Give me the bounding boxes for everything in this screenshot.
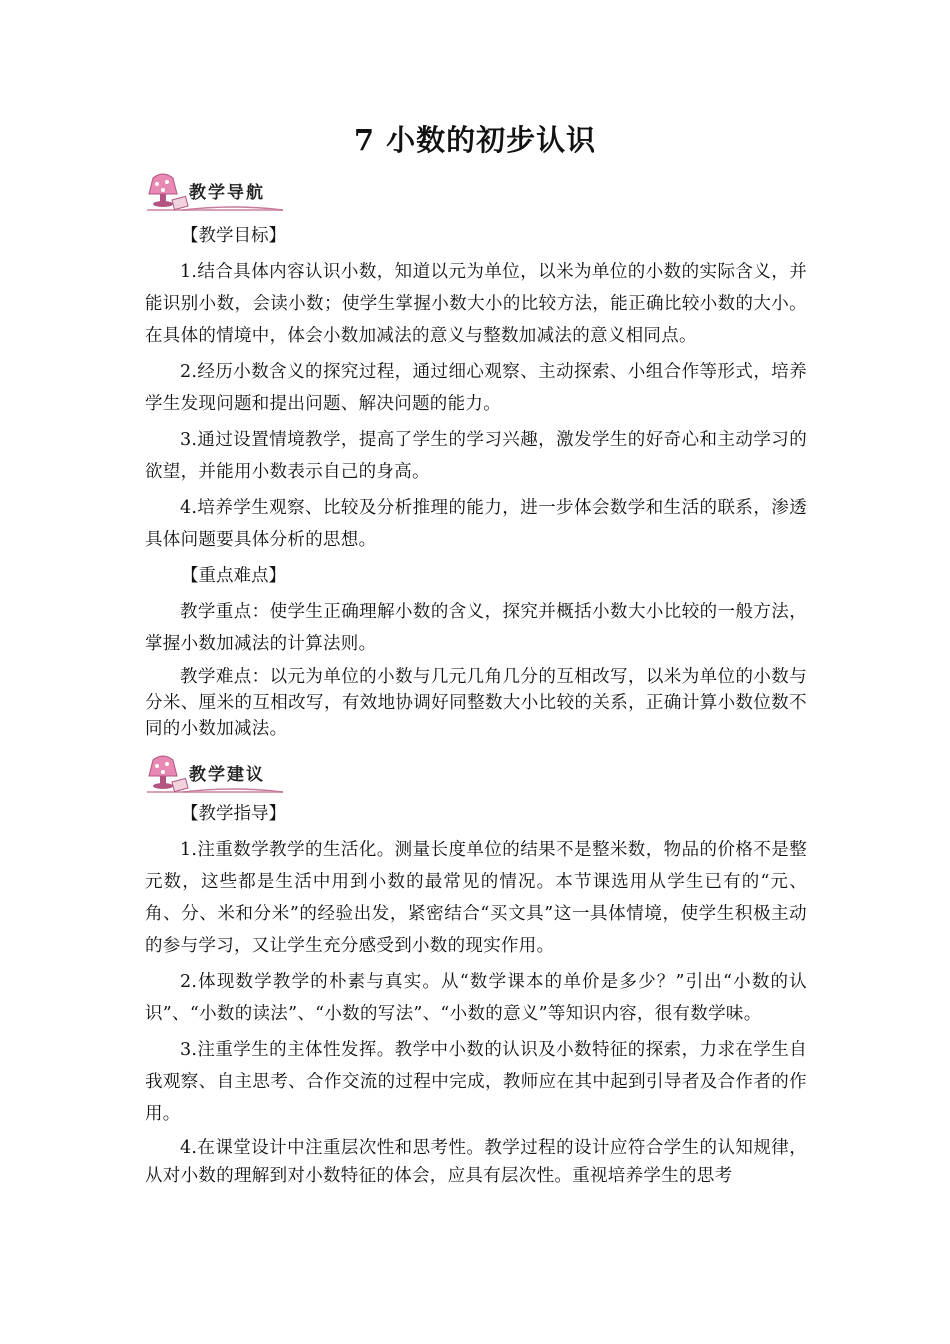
guidance-paragraph: 3.注重学生的主体性发挥。教学中小数的认识及小数特征的探索，力求在学生自我观察、自主思考、合作交流的过程中完成，教师应在其中起到引导者及合作者的作用。 (145, 1040, 807, 1124)
section-banner-teaching-guide (143, 170, 293, 214)
objective-paragraph: 3.通过设置情境教学，提高了学生的学习兴趣，激发学生的好奇心和主动学习的欲望，并能用小数表示自己的身高。 (145, 430, 807, 482)
keypoint-paragraph: 教学难点：以元为单位的小数与几元几角几分的互相改写，以米为单位的小数与分米、厘米的互相改写，有效地协调好同整数大小比较的关系，正确计算小数位数不同的小数加减法。 (145, 667, 807, 739)
section-teaching-guide (145, 220, 807, 742)
guidance-paragraph: 4.在课堂设计中注重层次性和思考性。教学过程的设计应符合学生的认知规律，从对小数的理解到对小数特征的体会，应具有层次性。重视培养学生的思考 (145, 1138, 807, 1186)
objective-paragraph: 4.培养学生观察、比较及分析推理的能力，进一步体会数学和生活的联系，渗透具体问题要具体分析的思想。 (145, 498, 807, 550)
section-teaching-advice (145, 798, 807, 1190)
keypoints-label: 【重点难点】 (181, 566, 286, 586)
keypoint-paragraph: 教学重点：使学生正确理解小数的含义，探究并概括小数大小比较的一般方法，掌握小数加减法的计算法则。 (145, 602, 807, 654)
objective-paragraph: 2.经历小数含义的探究过程，通过细心观察、主动探索、小组合作等形式，培养学生发现问题和提出问题、解决问题的能力。 (145, 362, 807, 414)
guidance-paragraph: 2.体现数学教学的朴素与真实。从“数学课本的单价是多少？”引出“小数的认识”、“小数的读法”、“小数的写法”、“小数的意义”等知识内容，很有数学味。 (145, 972, 807, 1024)
guidance-paragraph: 1.注重数学教学的生活化。测量长度单位的结果不是整米数，物品的价格不是整元数，这些都是生活中用到小数的最常见的情况。本节课选用从学生已有的“元、角、分、米和分米”的经验出发，紧密结合“买文具”这一具体情境，使学生积极主动的参与学习，又让学生充分感受到小数的现实作用。 (145, 840, 807, 956)
banner-label: 教学建议 (189, 765, 265, 785)
objective-paragraph: 1.结合具体内容认识小数，知道以元为单位，以米为单位的小数的实际含义，并能识别小数，会读小数；使学生掌握小数大小的比较方法，能正确比较小数的大小。在具体的情境中，体会小数加减法的意义与整数加减法的意义相同点。 (145, 262, 807, 346)
page-title: 7 小数的初步认识 (353, 123, 597, 157)
guidance-label: 【教学指导】 (181, 804, 286, 824)
objectives-label: 【教学目标】 (181, 226, 286, 246)
section-banner-teaching-advice (143, 752, 293, 796)
banner-label: 教学导航 (189, 183, 265, 203)
